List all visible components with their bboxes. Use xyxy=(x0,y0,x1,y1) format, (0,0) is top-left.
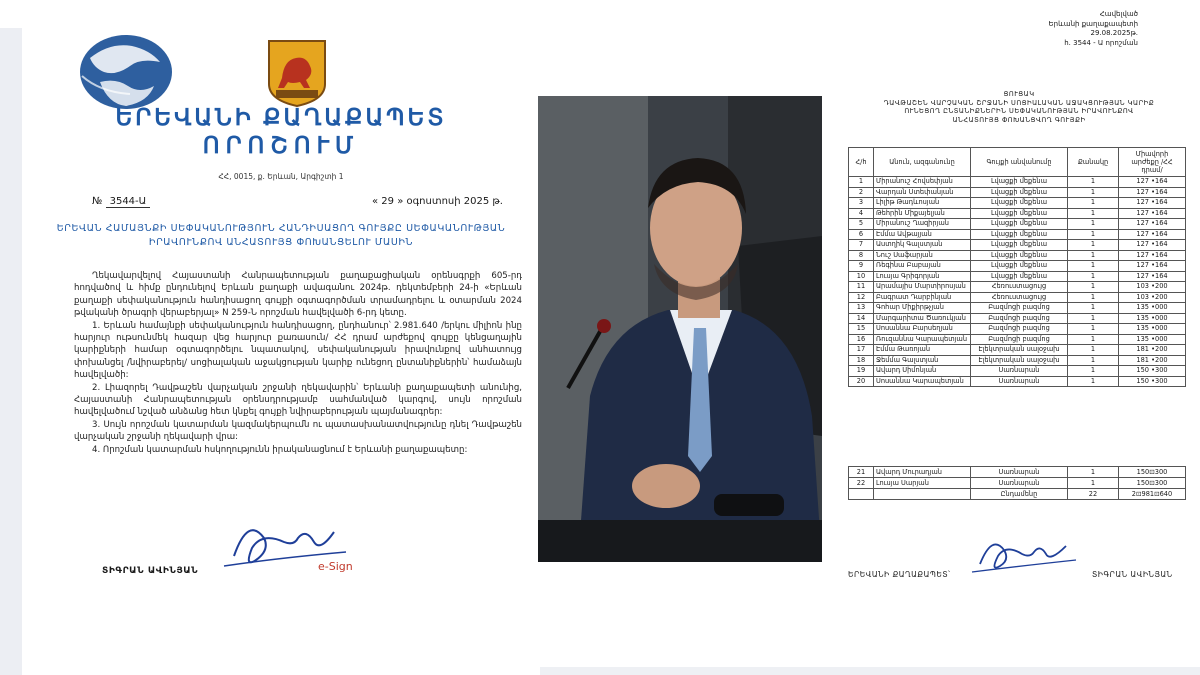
column-header: Միավորի արժեքը /ՀՀ դրամ/ xyxy=(1119,148,1186,177)
table-row xyxy=(849,478,1186,489)
table-cell: 1 xyxy=(1068,292,1119,303)
person-at-microphone-image xyxy=(538,96,822,562)
annex-title-line: ՑՈՒՑԱԿ xyxy=(1003,90,1035,98)
table-cell: Ռուզաննա Կարապետյան xyxy=(874,334,971,345)
annex-header xyxy=(1049,10,1138,48)
table-cell: 150 •300 xyxy=(1119,366,1186,377)
table-cell: Բազմոցի բազմոց xyxy=(971,313,1068,324)
table-cell: Վարդան Ստեփանյան xyxy=(874,187,971,198)
yerevan-crest-icon xyxy=(266,38,328,108)
decree-subtitle: ՈՐՈՇՈՒՄ xyxy=(202,132,360,158)
table-cell: Բազմոցի բազմոց xyxy=(971,324,1068,335)
table-row xyxy=(849,303,1186,314)
table-cell: Էլեկտրական սալօջախ xyxy=(971,355,1068,366)
table-row xyxy=(849,229,1186,240)
table-row xyxy=(849,324,1186,335)
annex-table xyxy=(848,147,1186,387)
table-cell: 9 xyxy=(849,261,874,272)
annex-title-line: ՈՒՆԵՑՈՂ ԸՆՏԱՆԻՔՆԵՐԻՆ ՍԵՓԱԿԱՆՈՒԹՅԱՆ ԻՐԱՎՈՒՆՔՈՎ xyxy=(904,107,1134,115)
decree-paragraph: 4. Որոշման կատարման հսկողությունն իրականացնում է Երևանի քաղաքապետը: xyxy=(92,444,468,455)
table-row xyxy=(849,467,1186,478)
decree-date: « 29 » օգոստոսի 2025 թ. xyxy=(372,196,503,207)
table-cell: 127 •164 xyxy=(1119,177,1186,188)
table-cell: 2 xyxy=(849,187,874,198)
table-cell: 19 xyxy=(849,366,874,377)
table-cell: 150⊡300 xyxy=(1119,478,1186,489)
table-cell: 1 xyxy=(1068,261,1119,272)
table-cell: Աստղիկ Գալստյան xyxy=(874,240,971,251)
table-cell: 150⊡300 xyxy=(1119,467,1186,478)
table-row xyxy=(849,187,1186,198)
table-row xyxy=(849,355,1186,366)
total-label: Ընդամենը xyxy=(971,489,1068,500)
table-cell: 127 •164 xyxy=(1119,208,1186,219)
table-cell: Միրանուշ Հովսեփյան xyxy=(874,177,971,188)
table-cell: 16 xyxy=(849,334,874,345)
annex-table-continued xyxy=(848,466,1186,500)
column-header: Հ/հ xyxy=(849,148,874,177)
annex-header-line: հ. 3544 - Ա որոշման xyxy=(1064,38,1138,47)
table-cell: 1 xyxy=(849,177,874,188)
table-row xyxy=(849,250,1186,261)
table-cell: 20 xyxy=(849,376,874,387)
table-cell: Բագրատ Դարբինյան xyxy=(874,292,971,303)
total-row xyxy=(849,489,1186,500)
table-row xyxy=(849,198,1186,209)
table-cell: 150 •300 xyxy=(1119,376,1186,387)
table-cell: Ջեմմա Գալստյան xyxy=(874,355,971,366)
table-cell: 12 xyxy=(849,292,874,303)
table-cell: 1 xyxy=(1068,467,1119,478)
total-value: 2⊡981⊡640 xyxy=(1119,489,1186,500)
table-cell: Գոհար Միքիրթչյան xyxy=(874,303,971,314)
decree-subject: ԵՐԵՎԱՆ ՀԱՄԱՅՆՔԻ ՍԵՓԱԿԱՆՈՒԹՅՈՒՆ ՀԱՆԴԻՍԱՑՈՂ ԳՈՒՅՔԸ ՍԵՓԱԿԱՆՈՒԹՅԱՆ ԻՐԱՎՈՒՆՔՈՎ ԱՆՀԱՏՈՒՅՑ ՓՈԽԱՆՑԵԼՈՒ ՄԱՍԻՆ xyxy=(56,223,506,248)
table-cell: 1 xyxy=(1068,334,1119,345)
table-cell: Ավարդ Մուրադյան xyxy=(874,467,971,478)
decree-address: ՀՀ, 0015, ք. Երևան, Արգիշտի 1 xyxy=(218,172,344,181)
table-cell: 127 •164 xyxy=(1119,250,1186,261)
signature-image xyxy=(970,530,1080,582)
table-cell: 10 xyxy=(849,271,874,282)
esign-mark: e-Sign xyxy=(318,560,353,573)
table-cell: 17 xyxy=(849,345,874,356)
annex-title-line: ԴԱՎԹԱՇԵՆ ՎԱՐՉԱԿԱՆ ՇՐՋԱՆԻ ՍՈՑԻԱԼԱԿԱՆ ԱՋԱԿՑՈՒԹՅԱՆ ԿԱՐԻՔ xyxy=(883,98,1155,107)
table-cell: Լուսյա Սարյան xyxy=(874,478,971,489)
table-cell: 11 xyxy=(849,282,874,293)
table-row xyxy=(849,208,1186,219)
table-cell: 18 xyxy=(849,355,874,366)
table-cell: Հեռուստացույց xyxy=(971,282,1068,293)
table-cell: Արամայիս Մարտիրոսյան xyxy=(874,282,971,293)
page-edge-left xyxy=(0,28,22,675)
decree-title: ԵՐԵՎԱՆԻ ՔԱՂԱՔԱՊԵՏ xyxy=(115,104,447,130)
table-cell: Սոսաննա Բարսեղյան xyxy=(874,324,971,335)
table-cell: Նուշ Սաֆարյան xyxy=(874,250,971,261)
annex-title-line: ԱՆՀԱՏՈՒՅՑ ՓՈԽԱՆՑՎՈՂ ԳՈՒՅՔԻ xyxy=(952,115,1086,124)
number-prefix: № xyxy=(92,196,103,207)
decree-paragraph: 1. Երևան համայնքի սեփականություն հանդիսացող, ընդհանուր՝ 2.981.640 /երկու միլիոն ինը հարյուր ութսունմեկ հազար վեց հարյուր քառասուն/ ՀՀ դրամ արժեքով գույքը կենցաղային կարիքների համար օգտագործելու նպատակով, սեփականության իրավունքով անհատույց փոխանցել /նվիրաբերել/ սոցիալական աջակցության կարիք ունեցող ընտանիքներին՝ համաձայն հավելվածի: xyxy=(74,320,522,381)
table-row xyxy=(849,271,1186,282)
table-cell: Ռեգինա Բաբայան xyxy=(874,261,971,272)
table-cell: 15 xyxy=(849,324,874,335)
table-cell: 1 xyxy=(1068,355,1119,366)
table-cell: Սոսաննա Կարապետյան xyxy=(874,376,971,387)
table-cell: 1 xyxy=(1068,198,1119,209)
annex-header-line: Հավելված xyxy=(1099,10,1138,18)
table-cell: 13 xyxy=(849,303,874,314)
table-row xyxy=(849,376,1186,387)
table-cell: Լվացքի մեքենա xyxy=(971,250,1068,261)
table-cell: 181 •200 xyxy=(1119,345,1186,356)
table-cell: 127 •164 xyxy=(1119,198,1186,209)
table-row xyxy=(849,261,1186,272)
decree-number-line xyxy=(92,196,150,208)
decree-body xyxy=(74,270,522,456)
decree-document xyxy=(22,0,540,675)
table-cell: Լվացքի մեքենա xyxy=(971,271,1068,282)
table-cell: 127 •164 xyxy=(1119,187,1186,198)
table-cell: 127 •164 xyxy=(1119,219,1186,230)
table-cell: 7 xyxy=(849,240,874,251)
table-cell: 127 •164 xyxy=(1119,261,1186,272)
table-cell: Հեռուստացույց xyxy=(971,292,1068,303)
table-cell: Ավարդ Սիմոնյան xyxy=(874,366,971,377)
table-cell: 127 •164 xyxy=(1119,271,1186,282)
table-cell: Լվացքի մեքենա xyxy=(971,219,1068,230)
table-row xyxy=(849,177,1186,188)
table-cell: Լվացքի մեքենա xyxy=(971,229,1068,240)
signature-image xyxy=(218,508,358,588)
decree-paragraph: 3. Սույն որոշման կատարման կազմակերպումն ու պատասխանատվությունը դնել Դավթաշեն վարչական շրջանի ղեկավարի վրա: xyxy=(74,419,522,443)
decree-paragraph: Ղեկավարվելով Հայաստանի Հանրապետության քաղաքացիական օրենսգրքի 605-րդ հոդվածով և հիմք ընդունելով Երևան քաղաքի ավագանու 2024թ. դեկտեմբերի 24-ի «Երևան քաղաքի սեփականություն հանդիսացող գույքի օգտագործման տրամադրելու և օտարման 2024 թվականի ծրագրի վերաբերյալ» N 259-Ն որոշման հավելվածի 6-րդ կետը. xyxy=(74,271,522,319)
table-cell: Լվացքի մեքենա xyxy=(971,177,1068,188)
table-cell: Բազմոցի բազմոց xyxy=(971,334,1068,345)
table-cell: 1 xyxy=(1068,250,1119,261)
table-cell: 1 xyxy=(1068,229,1119,240)
table-cell: Մարգարիտա Ծառուկյան xyxy=(874,313,971,324)
table-cell: 4 xyxy=(849,208,874,219)
table-cell: 1 xyxy=(1068,187,1119,198)
table-cell: 3 xyxy=(849,198,874,209)
table-cell: 135 •000 xyxy=(1119,334,1186,345)
table-cell: 1 xyxy=(1068,345,1119,356)
table-row xyxy=(849,334,1186,345)
annex-title xyxy=(838,90,1200,124)
table-cell: Սառնարան xyxy=(971,467,1068,478)
table-row xyxy=(849,345,1186,356)
table-cell: 8 xyxy=(849,250,874,261)
annex-header-line: 29.08.2025թ. xyxy=(1090,29,1138,37)
table-cell: 22 xyxy=(849,478,874,489)
photo-official xyxy=(538,96,822,562)
table-cell: 127 •164 xyxy=(1119,240,1186,251)
table-cell: 1 xyxy=(1068,208,1119,219)
table-cell: Սառնարան xyxy=(971,376,1068,387)
table-cell: Լվացքի մեքենա xyxy=(971,261,1068,272)
column-header: Անուն, ազգանունը xyxy=(874,148,971,177)
table-cell: 103 •200 xyxy=(1119,292,1186,303)
table-cell: Էմմա Թառոյան xyxy=(874,345,971,356)
table-cell: 1 xyxy=(1068,282,1119,293)
annex-document xyxy=(838,0,1200,675)
table-cell: Բազմոցի բազմոց xyxy=(971,303,1068,314)
table-row xyxy=(849,219,1186,230)
table-cell: Էմմա Ավթայյան xyxy=(874,229,971,240)
table-cell: 1 xyxy=(1068,313,1119,324)
table-row xyxy=(849,282,1186,293)
table-cell: 1 xyxy=(1068,324,1119,335)
table-row xyxy=(849,366,1186,377)
table-cell: Լվացքի մեքենա xyxy=(971,198,1068,209)
table-cell: Սառնարան xyxy=(971,478,1068,489)
annex-signer-title: ԵՐԵՎԱՆԻ ՔԱՂԱՔԱՊԵՏ՝ xyxy=(848,570,951,579)
table-cell: Սառնարան xyxy=(971,366,1068,377)
table-cell: 1 xyxy=(1068,366,1119,377)
table-row xyxy=(849,240,1186,251)
table-cell: 1 xyxy=(1068,376,1119,387)
total-qty: 22 xyxy=(1068,489,1119,500)
table-cell: Էլեկտրական սալօջախ xyxy=(971,345,1068,356)
decree-signer: ՏԻԳՐԱՆ ԱՎԻՆՅԱՆ xyxy=(102,566,199,576)
table-cell: Թեհրին Միքայելյան xyxy=(874,208,971,219)
table-cell: 14 xyxy=(849,313,874,324)
table-row xyxy=(849,313,1186,324)
table-body-continued xyxy=(849,467,1186,489)
table-cell: 1 xyxy=(1068,478,1119,489)
decree-number: 3544-Ա xyxy=(106,196,151,208)
table-cell: Լուսյա Գրիգորյան xyxy=(874,271,971,282)
decree-paragraph: 2. Լիազորել Դավթաշեն վարչական շրջանի ղեկավարին՝ Երևանի քաղաքապետի անունից, Հայաստանի Հանրապետության օրենսդրությամբ սահմանված կարգով, սույն որոշման հավելվածում նշված անձանց հետ կնքել գույքի նվիրաբերության պայմանագրեր: xyxy=(74,382,522,418)
table-cell: 1 xyxy=(1068,240,1119,251)
table-row xyxy=(849,292,1186,303)
table-cell: 1 xyxy=(1068,303,1119,314)
table-cell: Լվացքի մեքենա xyxy=(971,240,1068,251)
annex-signer-name: ՏԻԳՐԱՆ ԱՎԻՆՅԱՆ xyxy=(1092,570,1173,579)
table-cell: 1 xyxy=(1068,219,1119,230)
table-cell: Լվացքի մեքենա xyxy=(971,208,1068,219)
column-header: Գույքի անվանումը xyxy=(971,148,1068,177)
table-cell: 21 xyxy=(849,467,874,478)
table-cell: 181 •200 xyxy=(1119,355,1186,366)
table-cell: 103 •200 xyxy=(1119,282,1186,293)
table-cell: 135 •000 xyxy=(1119,313,1186,324)
table-cell: 135 •000 xyxy=(1119,303,1186,314)
table-cell: 127 •164 xyxy=(1119,229,1186,240)
table-header-row xyxy=(849,148,1186,177)
table-body xyxy=(849,177,1186,387)
table-cell: 135 •000 xyxy=(1119,324,1186,335)
column-header: Քանակը xyxy=(1068,148,1119,177)
table-cell: Միրանուշ Ղազիրյան xyxy=(874,219,971,230)
globe-logo-icon xyxy=(70,32,182,112)
table-cell: Լվացքի մեքենա xyxy=(971,187,1068,198)
annex-header-line: Երևանի քաղաքապետի xyxy=(1048,19,1138,28)
table-cell: 6 xyxy=(849,229,874,240)
table-cell: 5 xyxy=(849,219,874,230)
table-cell: 1 xyxy=(1068,271,1119,282)
table-cell: 1 xyxy=(1068,177,1119,188)
table-cell: Լիլիթ Թադևոսյան xyxy=(874,198,971,209)
